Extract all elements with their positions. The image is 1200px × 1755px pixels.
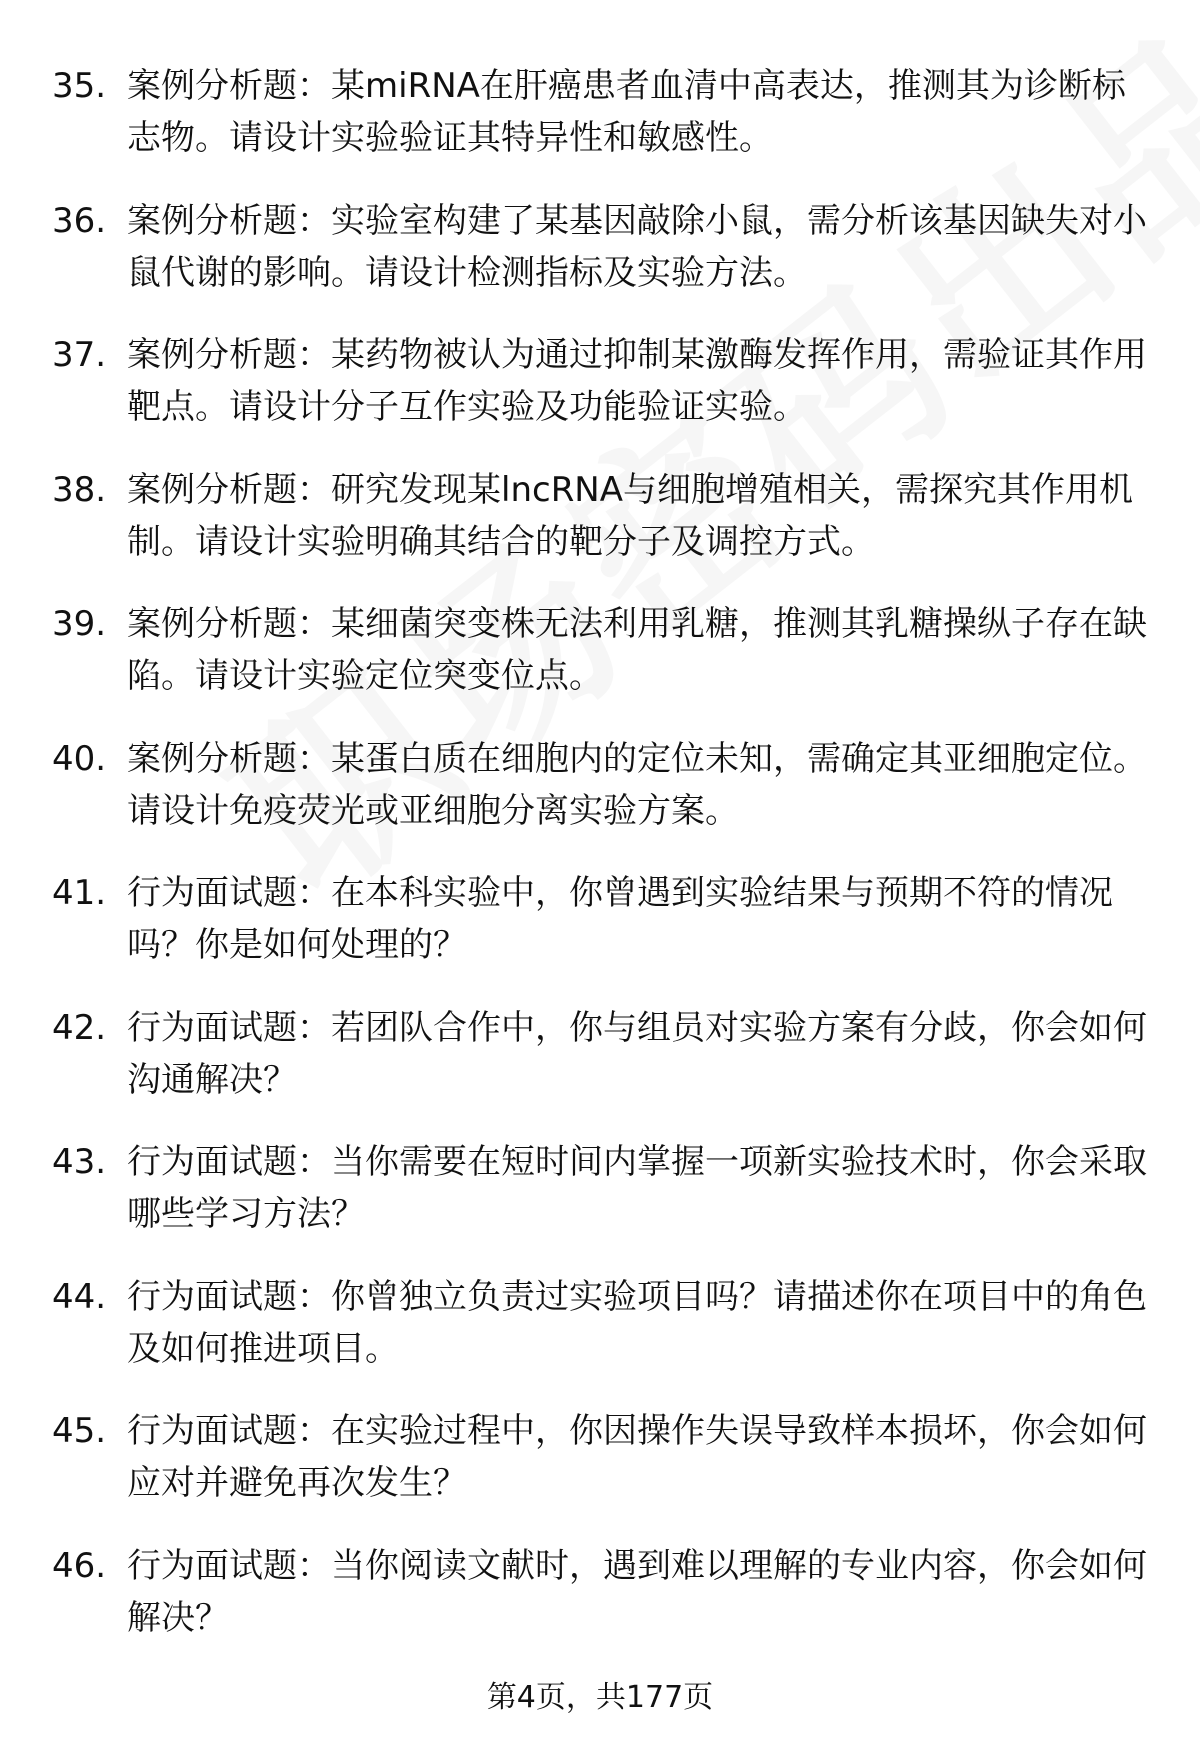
question-text: 案例分析题：研究发现某lncRNA与细胞增殖相关，需探究其作用机制。请设计实验明确其结合的靶分子及调控方式。 (127, 469, 1134, 562)
question-number: 38. (52, 469, 107, 510)
question-item (0, 598, 1200, 702)
question-text: 行为面试题：当你阅读文献时，遇到难以理解的专业内容，你会如何解决？ (127, 1545, 1147, 1638)
question-text: 行为面试题：当你需要在短时间内掌握一项新实验技术时，你会采取哪些学习方法？ (127, 1142, 1147, 1234)
question-text: 行为面试题：在实验过程中，你因操作失误导致样本损坏，你会如何应对并避免再次发生？ (127, 1411, 1147, 1503)
question-item (0, 1405, 1200, 1509)
question-text: 行为面试题：若团队合作中，你与组员对实验方案有分歧，你会如何沟通解决？ (127, 1007, 1147, 1100)
question-item (0, 60, 1200, 164)
question-item (0, 1271, 1200, 1375)
question-item (0, 1136, 1200, 1240)
question-number: 40. (52, 738, 107, 779)
question-text: 案例分析题：某药物被认为通过抑制某激酶发挥作用，需验证其作用靶点。请设计分子互作实验及功能验证实验。 (127, 335, 1147, 427)
question-item (0, 1540, 1200, 1644)
question-number: 35. (52, 66, 107, 106)
question-item (0, 195, 1200, 299)
question-item (0, 733, 1200, 837)
question-item (0, 1002, 1200, 1106)
question-number: 36. (52, 200, 107, 241)
question-text: 案例分析题：某细菌突变株无法利用乳糖，推测其乳糖操纵子存在缺陷。请设计实验定位突变位点。 (127, 604, 1147, 696)
question-item (0, 867, 1200, 971)
question-text: 行为面试题：你曾独立负责过实验项目吗？请描述你在项目中的角色及如何推进项目。 (127, 1276, 1147, 1369)
question-text: 案例分析题：某miRNA在肝癌患者血清中高表达，推测其为诊断标志物。请设计实验验证其特异性和敏感性。 (127, 66, 1126, 158)
question-number: 41. (52, 873, 107, 913)
question-number: 42. (52, 1007, 107, 1048)
question-number: 44. (52, 1276, 107, 1317)
page-footer: 第4页，共177页 (486, 1680, 714, 1715)
question-text: 行为面试题：在本科实验中，你曾遇到实验结果与预期不符的情况吗？你是如何处理的？ (127, 873, 1113, 965)
question-number: 46. (52, 1545, 107, 1586)
question-text: 案例分析题：某蛋白质在细胞内的定位未知，需确定其亚细胞定位。请设计免疫荧光或亚细胞分离实验方案。 (127, 738, 1147, 831)
question-number: 39. (52, 604, 107, 644)
question-number: 37. (52, 335, 107, 375)
question-number: 43. (52, 1142, 107, 1182)
question-item (0, 464, 1200, 568)
question-text: 案例分析题：实验室构建了某基因敲除小鼠，需分析该基因缺失对小鼠代谢的影响。请设计检测指标及实验方法。 (127, 200, 1147, 293)
question-item (0, 329, 1200, 433)
question-list (0, 60, 1200, 1674)
question-number: 45. (52, 1411, 107, 1451)
